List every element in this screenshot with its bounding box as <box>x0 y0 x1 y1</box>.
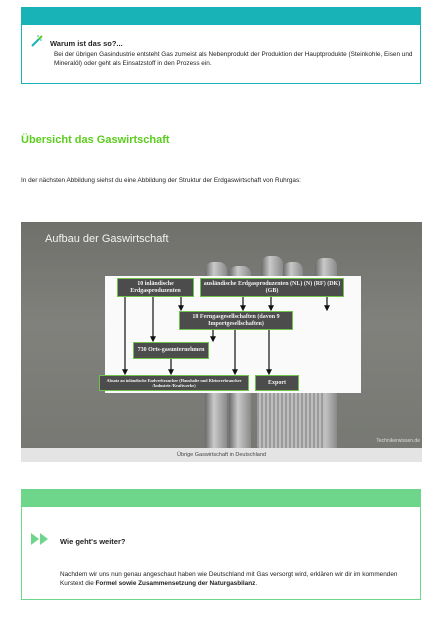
section-intro: In der nächsten Abbildung siehst du eine Abbildung der Struktur der Erdgaswirtschaft von Ruhrgas: <box>21 177 301 184</box>
figure-caption: Übrige Gaswirtschaft in Deutschland <box>21 448 422 462</box>
magic-wand-icon <box>30 34 44 53</box>
node-local-gas-companies: 730 Orts-gasunternehmen <box>133 342 209 359</box>
node-export: Export <box>255 375 299 391</box>
next-steps-header-bar <box>22 490 420 507</box>
gas-structure-figure <box>21 222 422 448</box>
next-steps-text-end: . <box>255 580 258 587</box>
info-box-header-bar <box>22 8 420 25</box>
node-domestic-producers: 10 inländische Erdgasproduzenten <box>117 278 194 297</box>
double-chevron-right-icon <box>30 532 52 551</box>
next-steps-text <box>60 570 415 588</box>
next-steps-text-bold: Formel sowie Zusammensetzung der Naturgasbilanz <box>95 580 256 587</box>
info-box-text: Bei der übrigen Gasindustrie entsteht Gas zumeist als Nebenprodukt der Produktion der Hauptprodukte (Steinkohle, Eisen und Mineralöl) oder geht als Einsatzstoff in den Prozess ein. <box>54 51 413 67</box>
section-title: Übersicht das Gaswirtschaft <box>21 134 170 146</box>
node-transmission-companies: 18 Ferngasgesellschaften (davon 9 Importgesellschaften) <box>179 311 293 330</box>
node-foreign-producers: ausländische Erdgasproduzenten (NL) (N) (RF) (DK) (GB) <box>200 278 344 297</box>
figure-title: Aufbau der Gaswirtschaft <box>45 233 169 245</box>
next-steps-box <box>21 489 421 600</box>
diagram-arrows <box>21 222 422 448</box>
node-end-users: Absatz an inländische Endverbraucher (Haushalte und Kleinverbraucher /Industrie /Kraftwerke) <box>99 375 249 391</box>
next-steps-heading <box>30 532 125 551</box>
figure-credit: Technikerwissen.de <box>376 438 420 444</box>
info-box-title: Warum ist das so?... <box>50 39 123 48</box>
next-steps-text-plain: Nachdem wir uns nun genau angeschaut haben wie Deutschland mit Gas versorgt wird, erklären wir dir im kommenden Kurstext die <box>60 571 398 587</box>
info-box <box>21 7 421 84</box>
next-steps-title: Wie geht's weiter? <box>60 537 126 546</box>
